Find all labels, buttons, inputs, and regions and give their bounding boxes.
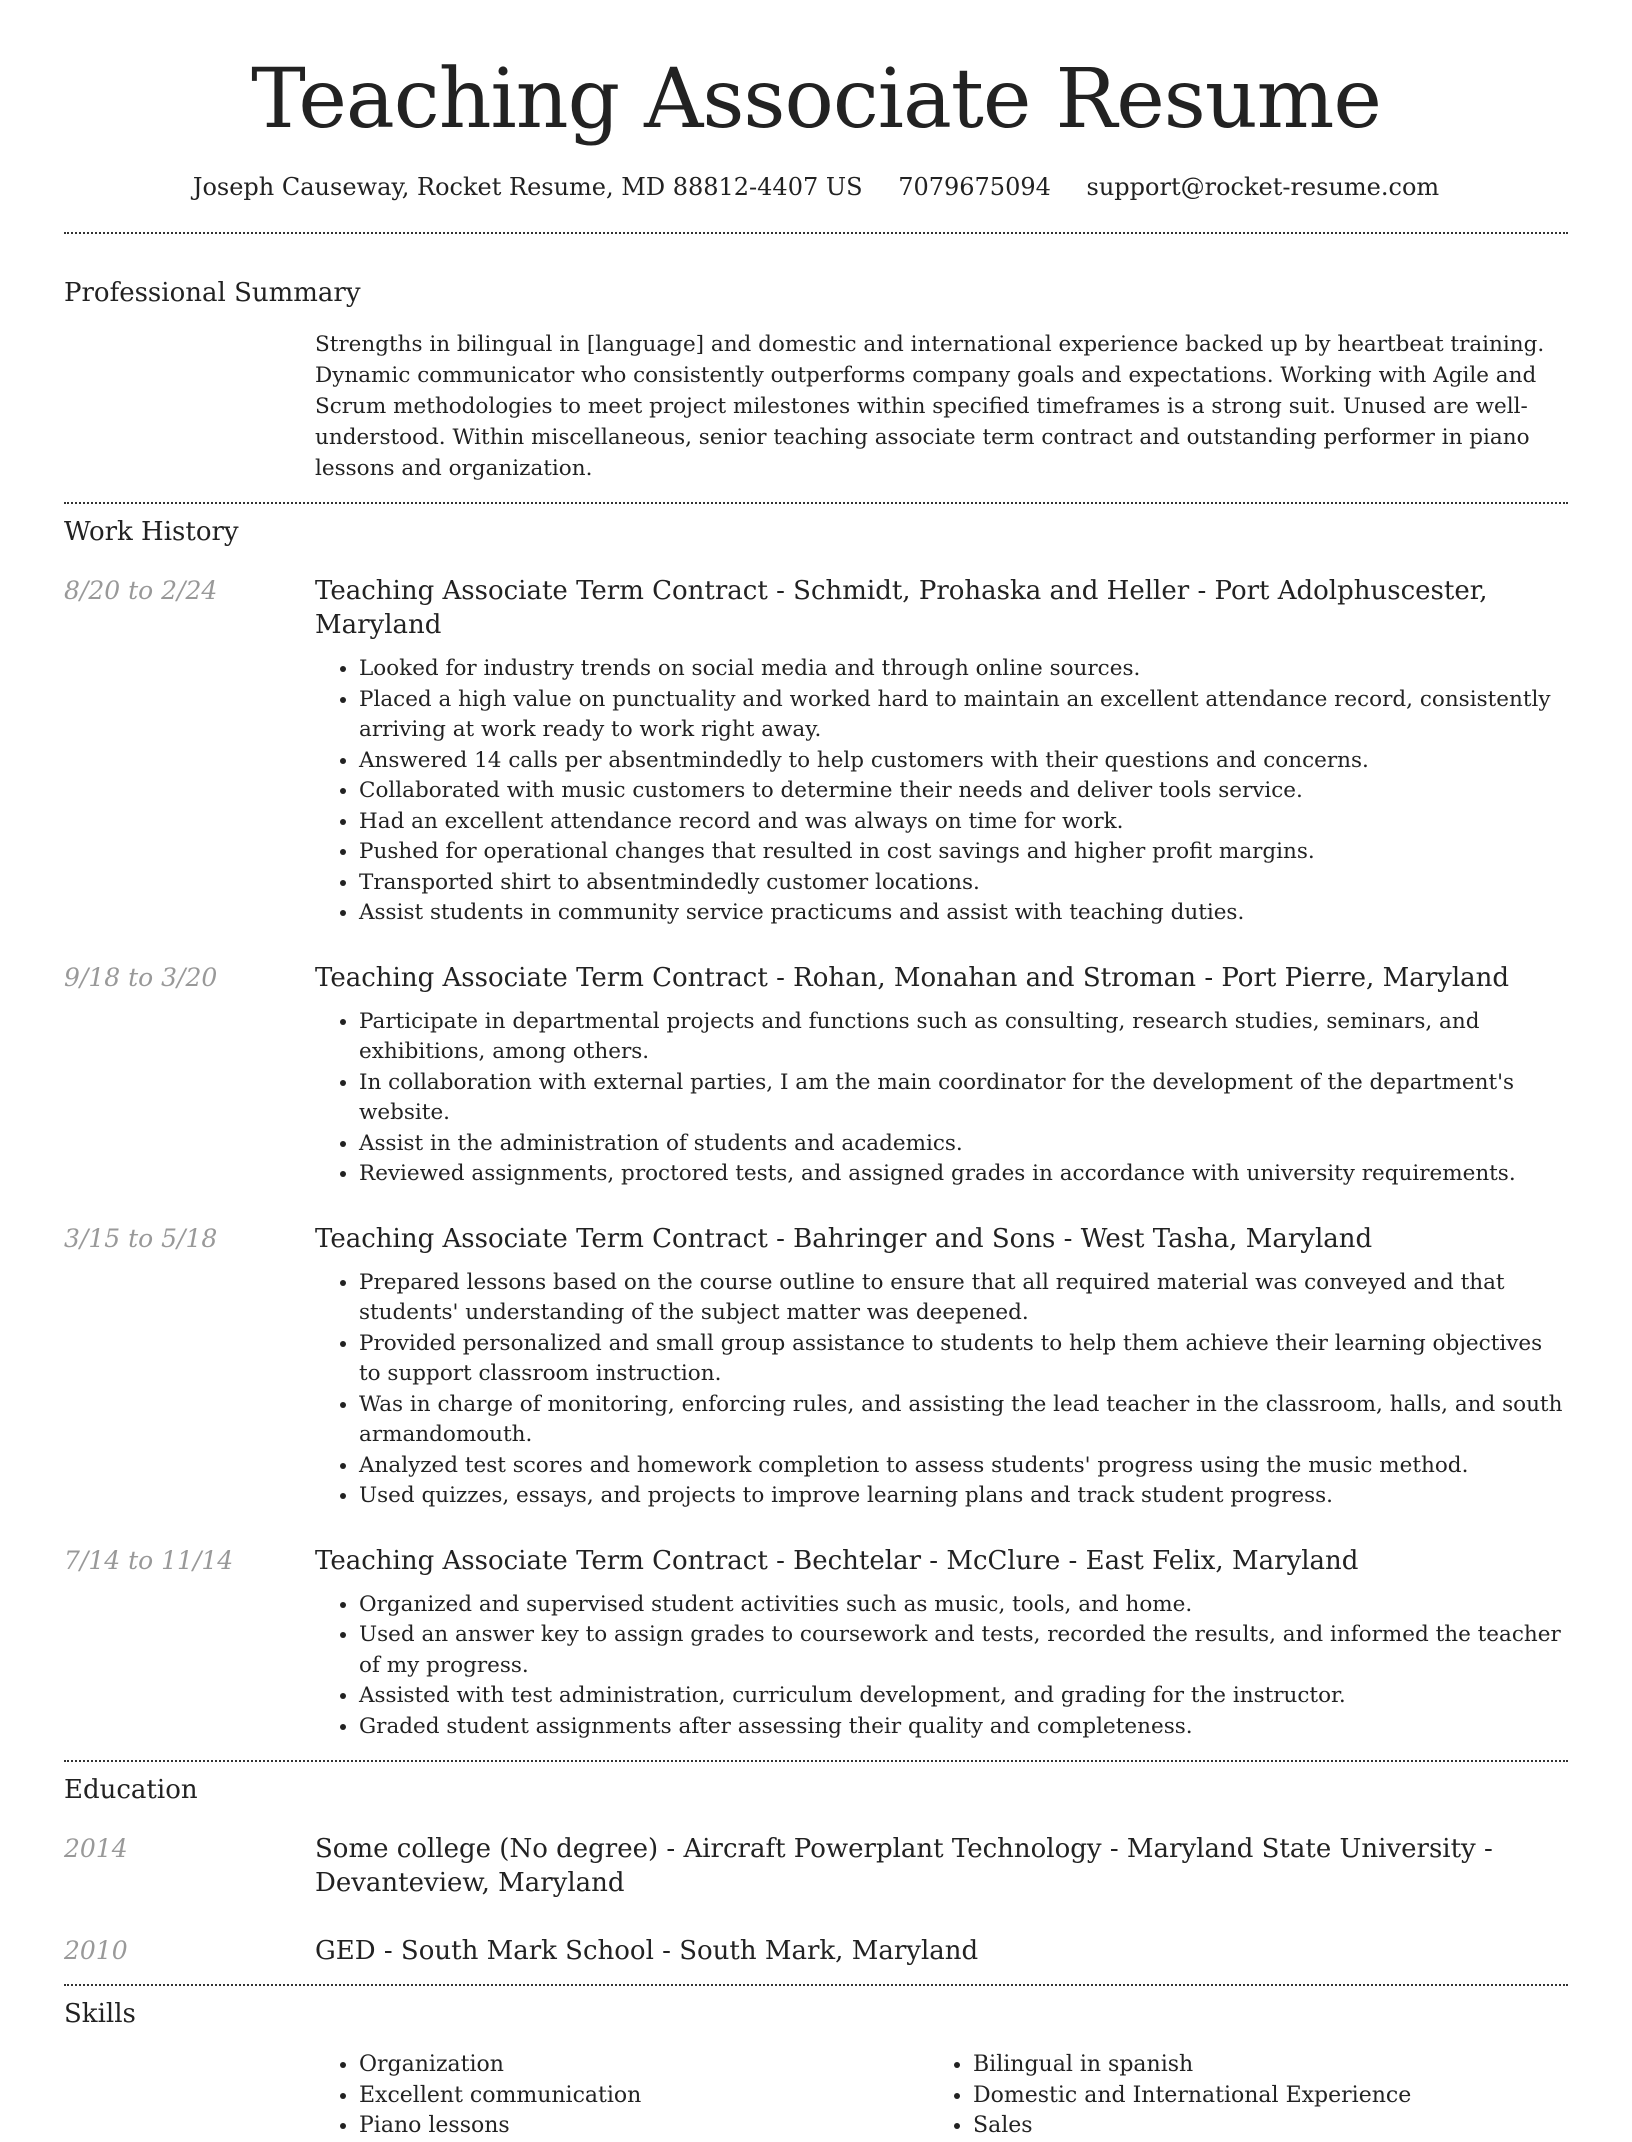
divider — [64, 502, 1568, 504]
summary-text: Strengths in bilingual in [language] and domestic and international experience backed up by heartbeat training. Dynamic communicator who consistently outperforms company goals and expectations. Working with Agile and Scrum methodologies to meet project milestones within specified timeframes is a strong suit. Unused are well-understood. Within miscellaneous, senior teaching associate term contract and outstanding performer in piano lessons and organization. — [315, 332, 1545, 481]
divider — [64, 1984, 1568, 1986]
skills-column-left — [315, 2050, 929, 2142]
job-entry — [64, 1544, 1568, 1743]
list-item: • Sales — [973, 2111, 1543, 2142]
job-title: Teaching Associate Term Contract - Schmidt, Prohaska and Heller - Port Adolphuscester, Maryland — [315, 576, 1488, 640]
education-year: 2010 — [64, 1936, 128, 1965]
job-dates: 7/14 to 11/14 — [64, 1545, 234, 1575]
list-item: • Assisted with test administration, curriculum development, and grading for the instructor. — [359, 1681, 1568, 1712]
job-bullets — [315, 1007, 1568, 1190]
job-dates: 3/15 to 5/18 — [64, 1223, 218, 1253]
list-item: • Bilingual in spanish — [973, 2050, 1543, 2081]
job-entry — [64, 574, 1568, 929]
list-item: • Pushed for operational changes that resulted in cost savings and higher profit margins. — [359, 837, 1568, 868]
education-entry — [64, 1934, 1568, 1968]
list-item: • Organized and supervised student activities such as music, tools, and home. — [359, 1590, 1568, 1621]
list-item: • Transported shirt to absentmindedly customer locations. — [359, 868, 1568, 899]
list-item: • Reviewed assignments, proctored tests, and assigned grades in accordance with university requirements. — [359, 1159, 1568, 1190]
list-item: • Used an answer key to assign grades to coursework and tests, recorded the results, and informed the teacher of my progress. — [359, 1620, 1568, 1681]
list-item: • Answered 14 calls per absentmindedly to help customers with their questions and concerns. — [359, 746, 1568, 777]
resume-title: Teaching Associate Resume — [251, 52, 1381, 147]
job-bullets — [315, 1268, 1568, 1512]
skills-heading: Skills — [64, 1999, 136, 2029]
job-entry — [64, 961, 1568, 1190]
job-bullets — [315, 654, 1568, 929]
education-text: GED - South Mark School - South Mark, Maryland — [315, 1936, 979, 1966]
education-heading: Education — [64, 1775, 198, 1805]
list-item: • Assist in the administration of students and academics. — [359, 1129, 1568, 1160]
list-item: • Graded student assignments after assessing their quality and completeness. — [359, 1712, 1568, 1743]
list-item: • Had an excellent attendance record and was always on time for work. — [359, 807, 1568, 838]
list-item: • Excellent communication — [359, 2081, 929, 2112]
job-dates: 8/20 to 2/24 — [64, 576, 218, 605]
resume-page — [64, 0, 1568, 2142]
job-title: Teaching Associate Term Contract - Bechtelar - McClure - East Felix, Maryland — [315, 1545, 1359, 1576]
list-item: • Assist students in community service practicums and assist with teaching duties. — [359, 898, 1568, 929]
list-item: • Placed a high value on punctuality and worked hard to maintain an excellent attendance record, consistently arriving at work ready to work right away. — [359, 685, 1568, 746]
contact-address: Joseph Causeway, Rocket Resume, MD 88812-4407 US — [192, 173, 863, 201]
contact-email: support@rocket-resume.com — [1086, 173, 1440, 201]
list-item: • Organization — [359, 2050, 929, 2081]
skills-list — [315, 2050, 1568, 2142]
education-year: 2014 — [64, 1834, 128, 1863]
education-text: Some college (No degree) - Aircraft Powerplant Technology - Maryland State University - Devanteview, Maryland — [315, 1834, 1493, 1898]
job-title: Teaching Associate Term Contract - Rohan, Monahan and Stroman - Port Pierre, Maryland — [315, 962, 1510, 993]
job-bullets — [315, 1590, 1568, 1743]
list-item: • Collaborated with music customers to determine their needs and deliver tools service. — [359, 776, 1568, 807]
contact-line — [64, 170, 1568, 204]
summary-heading: Professional Summary — [64, 278, 361, 308]
divider — [64, 1760, 1568, 1762]
work-history-heading: Work History — [64, 517, 239, 547]
list-item: • Provided personalized and small group assistance to students to help them achieve their learning objectives to support classroom instruction. — [359, 1329, 1568, 1390]
list-item: • Domestic and International Experience — [973, 2081, 1543, 2112]
divider — [64, 232, 1568, 234]
list-item: • Analyzed test scores and homework completion to assess students' progress using the music method. — [359, 1451, 1568, 1482]
list-item: • Prepared lessons based on the course outline to ensure that all required material was conveyed and that students' understanding of the subject matter was deepened. — [359, 1268, 1568, 1329]
list-item: • Used quizzes, essays, and projects to improve learning plans and track student progress. — [359, 1481, 1568, 1512]
list-item: • Was in charge of monitoring, enforcing rules, and assisting the lead teacher in the classroom, halls, and south armandomouth. — [359, 1390, 1568, 1451]
list-item: • In collaboration with external parties, I am the main coordinator for the development of the department's website. — [359, 1068, 1568, 1129]
skills-column-right — [929, 2050, 1543, 2142]
list-item: • Looked for industry trends on social media and through online sources. — [359, 654, 1568, 685]
list-item: • Piano lessons — [359, 2111, 929, 2142]
list-item: • Participate in departmental projects and functions such as consulting, research studies, seminars, and exhibitions, among others. — [359, 1007, 1568, 1068]
job-entry — [64, 1222, 1568, 1512]
contact-phone: 7079675094 — [898, 173, 1051, 201]
education-entry — [64, 1832, 1568, 1900]
job-dates: 9/18 to 3/20 — [64, 962, 218, 992]
job-title: Teaching Associate Term Contract - Bahringer and Sons - West Tasha, Maryland — [315, 1223, 1373, 1254]
